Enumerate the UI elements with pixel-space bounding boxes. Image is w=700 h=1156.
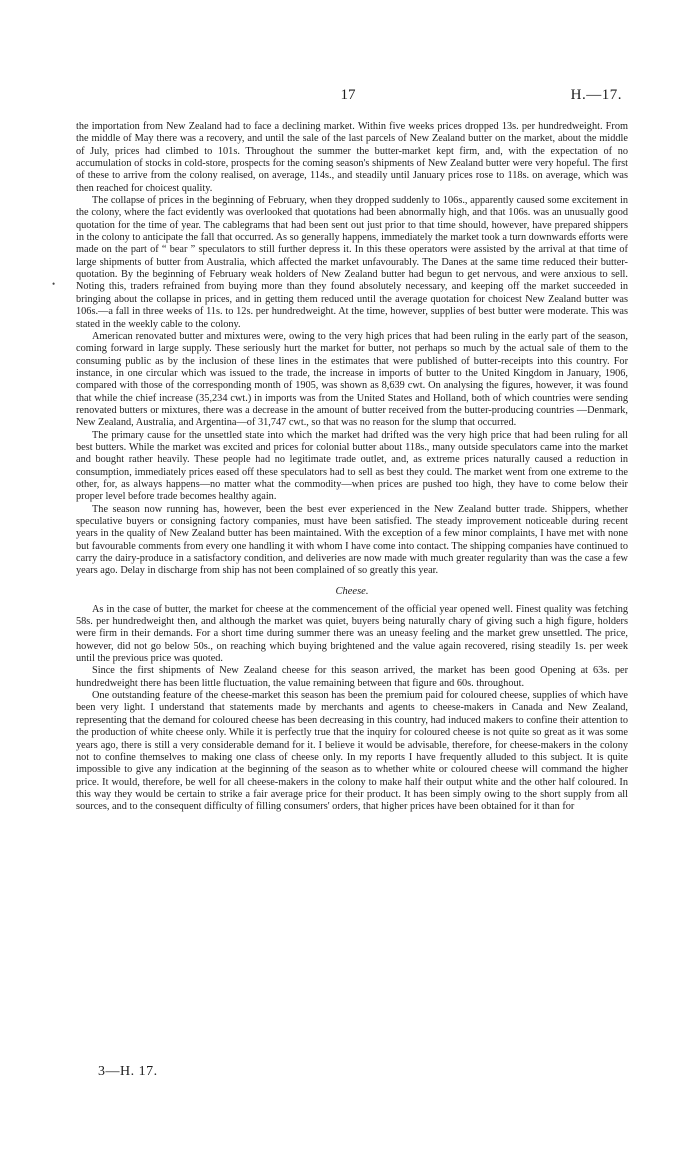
cheese-paragraph-1: As in the case of butter, the market for cheese at the commencement of the official year opened well. Finest quality was fetching 58s. per hundredweight then, and although the market was quiet, buyers being naturally chary of giving such a high figure, holders were firm in their demands. For a short time during summer there was an uneasy feeling and the market grew unsettled. The price, however, did not go below 50s., on reaching which buying brightened and the value again recovered, rising steadily 1s. per week until the previous price was quoted. (76, 603, 628, 665)
signature-mark: 3—H. 17. (98, 1064, 158, 1079)
page-header (74, 87, 622, 107)
butter-paragraph-5: The season now running has, however, been the best ever experienced in the New Zealand butter trade. Shippers, whether speculative buyers or consigning factory companies, must have been satisfied. The steady improvement noticeable during recent years in the quality of New Zealand butter has been maintained. With the exception of a few minor complaints, I have met with none but favourable comments from every one handling it with whom I have come into contact. The shipping companies have continued to carry the dairy-produce in a satisfactory condition, and deliveries are now made with much greater regularity than was the case a few years ago. Delay in discharge from ship has not been complained of so greatly this year. (76, 503, 628, 577)
butter-paragraph-2: The collapse of prices in the beginning of February, when they dropped suddenly to 106s., apparently caused some excitement in the colony, where the fact evidently was overlooked that quotations had been abnormally high, and that 106s. was an unusually good quotation for the time of year. The cablegrams that had been sent out just prior to that time should, however, have prepared shippers in the colony to anticipate the fall that occurred. As so generally happens, immediately the market took a turn downwards efforts were made on the part of “ bear ” speculators to still further depress it. In this these operators were assisted by the arrival at that time of large shipments of butter from Australia, which affected the market unfavourably. The Danes at the same time reduced their butter-quotation. By the beginning of February weak holders of New Zealand butter had begun to get nervous, and were anxious to sell. Noting this, traders refrained from buying more than they found absolutely necessary, and keeping off the market succeeded in bringing about the collapse in prices, and in getting them reduced until the average quotation for choicest New Zealand butter was 106s.—a fall in three weeks of 11s. to 12s. per hundredweight. At the time, however, supplies of best butter were moderate. This was stated in the weekly cable to the colony. (76, 195, 628, 330)
butter-paragraph-4: The primary cause for the unsettled state into which the market had drifted was the very high price that had been ruling for all best butters. While the market was excited and prices for colonial butter about 118s., many outside speculators came into the market and bought rather heavily. These people had no legitimate trade outlet, and, as extreme prices naturally caused a reduction in consumption, immediately prices eased off these speculators had to sell as best they could. The market went from one extreme to the other, for, as always happens—no matter what the commodity—when prices are pushed too high, they have to come below their proper level before trade becomes healthy again. (76, 429, 628, 503)
cheese-section-title: Cheese. (335, 585, 369, 597)
page-body (76, 121, 628, 814)
butter-paragraph-1: the importation from New Zealand had to face a declining market. Within five weeks prices dropped 13s. per hundredweight. From the middle of May there was a recovery, and until the sale of the last parcels of New Zealand butter on the market, about the middle of July, prices had climbed to 101s. Throughout the summer the butter-market kept firm, and, with the expectation of no accumulation of stocks in cold-store, prospects for the coming season's shipments of New Zealand butter were very hopeful. The first of these to arrive from the colony realised, on average, 114s., and steadily until January prices rose to 118s. on average, which was then reached for choicest quality. (76, 121, 628, 194)
document-reference: H.—17. (570, 87, 622, 103)
page-number: 17 (340, 87, 356, 103)
butter-paragraph-3: American renovated butter and mixtures were, owing to the very high prices that had been ruling in the early part of the season, coming forward in large supply. These seriously hurt the market for butter, not perhaps so much by the actual sale of them to the consuming public as by the inclusion of these lines in the estimates that were published of butter-receipts into this country. For instance, in one circular which was issued to the trade, the increase in imports of butter to the United Kingdom in January, 1906, compared with those of the corresponding month of 1905, was shown as 8,639 cwt. On analysing the figures, however, it was found that while the chief increase (35,234 cwt.) in imports was from the United States and Holland, both of which countries were sending renovated butters or mixtures, there was a decrease in the amount of butter received from the butter-producing countries —Denmark, New Zealand, Australia, and Argentina—of 31,747 cwt., so that was no reason for the slump that occurred. (76, 330, 628, 429)
cheese-paragraph-3: One outstanding feature of the cheese-market this season has been the premium paid for coloured cheese, supplies of which have been very light. I understand that statements made by merchants and agents to cheese-makers in Canada and New Zealand, representing that the demand for coloured cheese has been decreasing in this country, had induced makers to confine their attention to the production of white cheese only. While it is perfectly true that the inquiry for coloured cheese is not quite so great as it was some years ago, there is still a very considerable demand for it. I believe it would be advisable, therefore, for cheese-makers in the colony not to confine themselves to making one class of cheese only. In my reports I have frequently alluded to this subject. It is quite impossible to give any indication at the beginning of the season as to whether white or coloured cheese will command the higher price. It would, therefore, be well for all cheese-makers in the colony to make half their output white and the other half coloured. In this way they would be certain to strike a fair average price for their product. It has been simply owing to the short supply from all sources, and to the consequent difficulty of filling consumers' orders, that higher prices have been obtained for it than for (76, 690, 628, 813)
cheese-paragraph-2: Since the first shipments of New Zealand cheese for this season arrived, the market has been good Opening at 63s. per hundredweight there has been little fluctuation, the value remaining between that figure and 60s. throughout. (76, 665, 628, 689)
margin-mark: • (52, 279, 56, 289)
